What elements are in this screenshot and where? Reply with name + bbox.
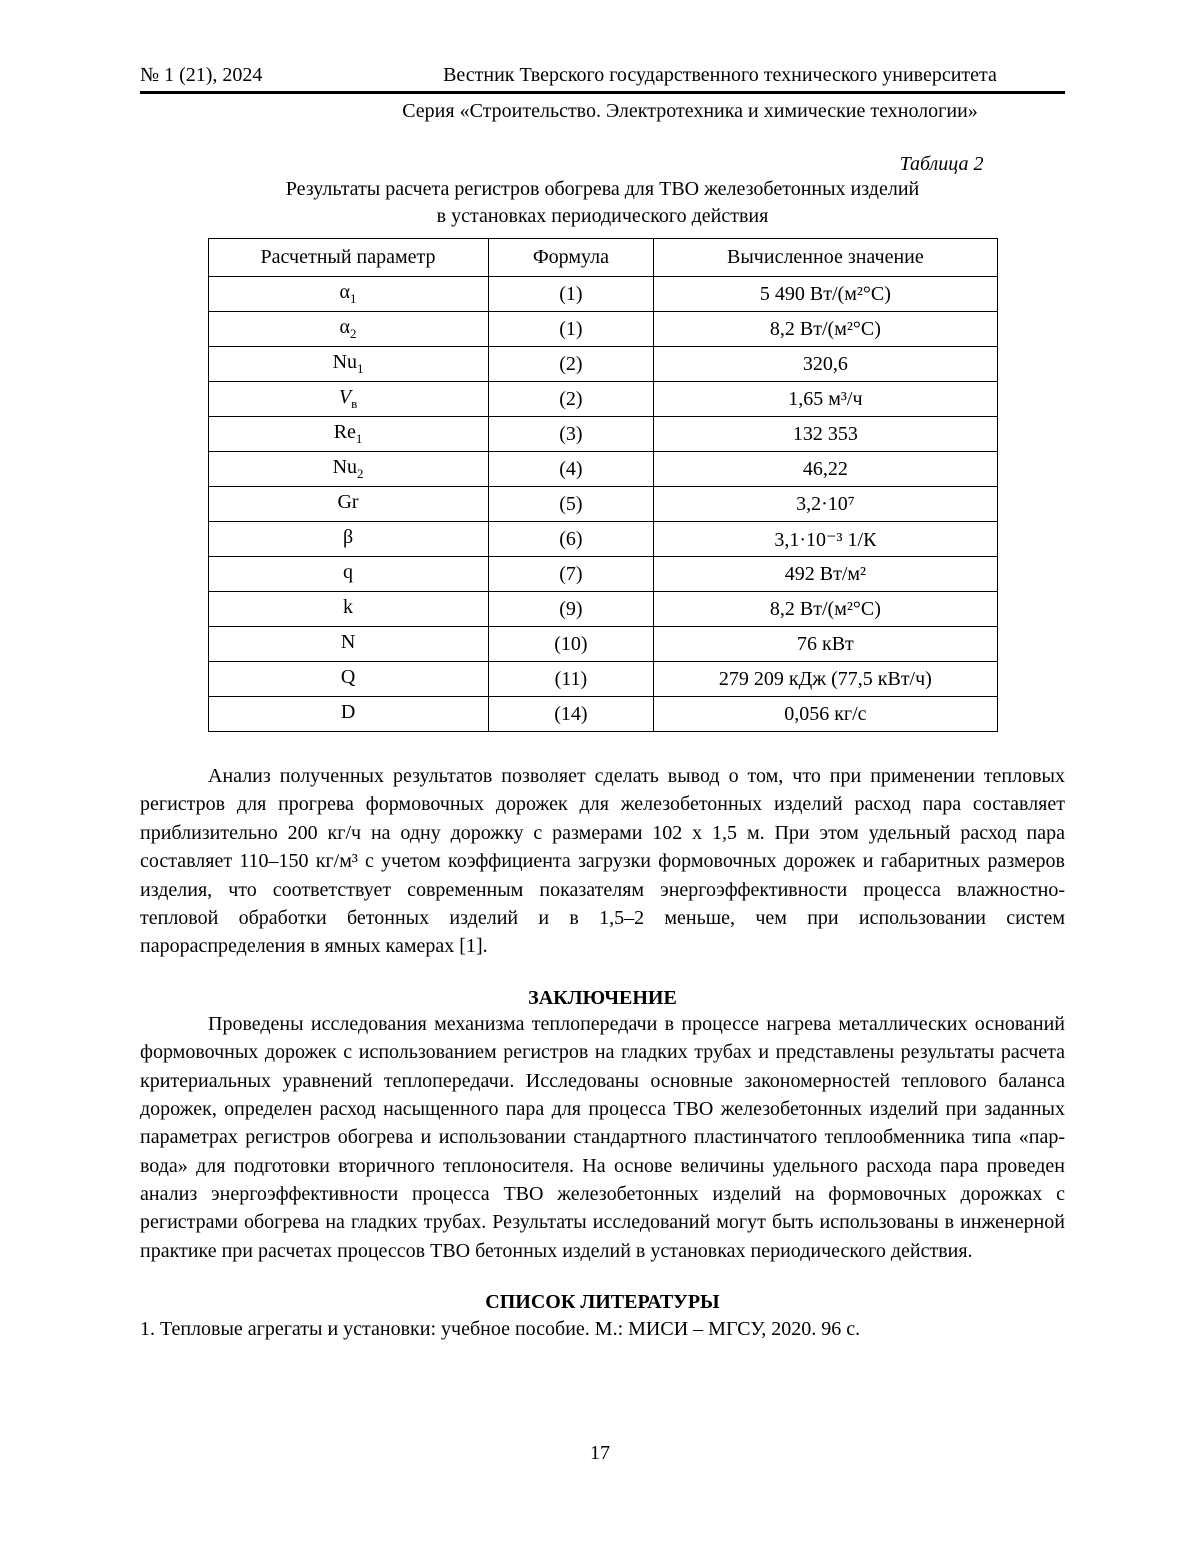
col-header-parameter: Расчетный параметр — [208, 239, 488, 277]
header-rule — [140, 91, 1065, 94]
formula-cell: (1) — [488, 312, 654, 347]
formula-cell: (2) — [488, 382, 654, 417]
table-row — [208, 522, 997, 557]
param-subscript: 1 — [357, 361, 364, 376]
param-cell — [208, 522, 488, 557]
table-row — [208, 487, 997, 522]
table-row — [208, 312, 997, 347]
table-row — [208, 627, 997, 662]
journal-title: Вестник Тверского государственного технического университета — [443, 64, 997, 86]
value-cell: 492 Вт/м² — [654, 557, 997, 592]
table-row — [208, 557, 997, 592]
param-symbol: α — [339, 281, 351, 303]
param-cell — [208, 557, 488, 592]
value-cell: 3,1·10⁻³ 1/К — [654, 522, 997, 557]
value-cell: 8,2 Вт/(м²°С) — [654, 592, 997, 627]
table-row — [208, 277, 997, 312]
param-symbol: k — [343, 596, 354, 618]
formula-cell: (9) — [488, 592, 654, 627]
param-symbol: Nu — [332, 351, 358, 373]
param-symbol: N — [340, 631, 356, 653]
journal-header — [140, 64, 1065, 87]
col-header-value: Вычисленное значение — [654, 239, 997, 277]
param-cell — [208, 452, 488, 487]
param-symbol: α — [339, 316, 351, 338]
param-subscript: в — [351, 396, 358, 411]
param-symbol: V — [338, 386, 352, 408]
results-table — [208, 238, 998, 732]
param-symbol: Q — [340, 666, 356, 688]
param-cell — [208, 627, 488, 662]
param-cell — [208, 382, 488, 417]
formula-cell: (6) — [488, 522, 654, 557]
value-cell: 320,6 — [654, 347, 997, 382]
param-subscript: 1 — [355, 431, 363, 446]
value-cell: 8,2 Вт/(м²°С) — [654, 312, 997, 347]
table-caption-line1: Результаты расчета регистров обогрева для ТВО железобетонных изделий — [285, 178, 920, 200]
table-row — [208, 382, 997, 417]
param-subscript: 2 — [357, 466, 364, 481]
table-caption-line2: в установках периодического действия — [436, 205, 769, 227]
formula-cell: (10) — [488, 627, 654, 662]
table-row — [208, 697, 997, 732]
param-symbol: Nu — [332, 456, 358, 478]
value-cell: 5 490 Вт/(м²°С) — [654, 277, 997, 312]
value-cell: 3,2·10⁷ — [654, 487, 997, 522]
issue-number: № 1 (21), 2024 — [140, 64, 263, 86]
table-row — [208, 452, 997, 487]
param-cell — [208, 697, 488, 732]
table-row — [208, 662, 997, 697]
value-cell: 0,056 кг/с — [654, 697, 997, 732]
formula-cell: (2) — [488, 347, 654, 382]
table-row — [208, 417, 997, 452]
value-cell: 279 209 кДж (77,5 кВт/ч) — [654, 662, 997, 697]
param-symbol: Gr — [337, 491, 359, 513]
table-row — [208, 347, 997, 382]
value-cell: 46,22 — [654, 452, 997, 487]
param-cell — [208, 487, 488, 522]
formula-cell: (1) — [488, 277, 654, 312]
journal-series: Серия «Строительство. Электротехника и химические технологии» — [402, 100, 978, 122]
formula-cell: (14) — [488, 697, 654, 732]
param-symbol: β — [342, 526, 354, 548]
param-symbol: D — [340, 701, 356, 723]
table-header-row — [208, 239, 997, 277]
value-cell: 76 кВт — [654, 627, 997, 662]
param-cell — [208, 592, 488, 627]
param-cell — [208, 417, 488, 452]
param-cell — [208, 662, 488, 697]
analysis-paragraph: Анализ полученных результатов позволяет сделать вывод о том, что при применении тепловых регистров для прогрева формовочных дорожек для железобетонных изделий расход пара составляет приблизительно 200 кг/ч на одну дорожку с размерами 102 х 1,5 м. При этом удельный расход пара составляет 110–150 кг/м³ с учетом коэффициента загрузки формовочных дорожек и габаритных размеров изделия, что соответствует современным показателям энергоэффективности процесса влажностно-тепловой обработки бетонных изделий и в 1,5–2 меньше, чем при использовании систем парораспределения в ямных камерах [1]. — [140, 765, 1065, 958]
formula-cell: (7) — [488, 557, 654, 592]
conclusion-heading: ЗАКЛЮЧЕНИЕ — [528, 986, 677, 1009]
param-cell — [208, 312, 488, 347]
table-row — [208, 592, 997, 627]
table-label: Таблица 2 — [899, 153, 984, 175]
param-subscript: 2 — [350, 326, 357, 341]
param-symbol: q — [343, 561, 354, 583]
formula-cell: (3) — [488, 417, 654, 452]
param-cell — [208, 277, 488, 312]
page-number: 17 — [590, 1442, 610, 1464]
col-header-formula: Формула — [488, 239, 654, 277]
reference-item: 1. Тепловые агрегаты и установки: учебное пособие. М.: МИСИ – МГСУ, 2020. 96 с. — [140, 1318, 861, 1341]
value-cell: 132 353 — [654, 417, 997, 452]
formula-cell: (11) — [488, 662, 654, 697]
param-symbol: Re — [333, 421, 356, 443]
references-heading: СПИСОК ЛИТЕРАТУРЫ — [485, 1291, 720, 1314]
param-cell — [208, 347, 488, 382]
param-subscript: 1 — [350, 291, 357, 306]
value-cell: 1,65 м³/ч — [654, 382, 997, 417]
formula-cell: (4) — [488, 452, 654, 487]
conclusion-paragraph: Проведены исследования механизма теплопередачи в процессе нагрева металлических оснований формовочных дорожек с использованием регистров на гладких трубах и представлены результаты расчета критериальных уравнений теплопередачи. Исследованы основные закономерностей теплового баланса дорожек, определен расход насыщенного пара для процесса ТВО железобетонных изделий при заданных параметрах регистров обогрева и использовании стандартного пластинчатого теплообменника типа «пар-вода» для подготовки вторичного теплоносителя. На основе величины удельного расхода пара проведен анализ энергоэффективности процесса ТВО железобетонных изделий на формовочных дорожках с регистрами обогрева на гладких трубах. Результаты исследований могут быть использованы в инженерной практике при расчетах процессов ТВО бетонных изделий в установках периодического действия. — [140, 1012, 1065, 1262]
formula-cell: (5) — [488, 487, 654, 522]
